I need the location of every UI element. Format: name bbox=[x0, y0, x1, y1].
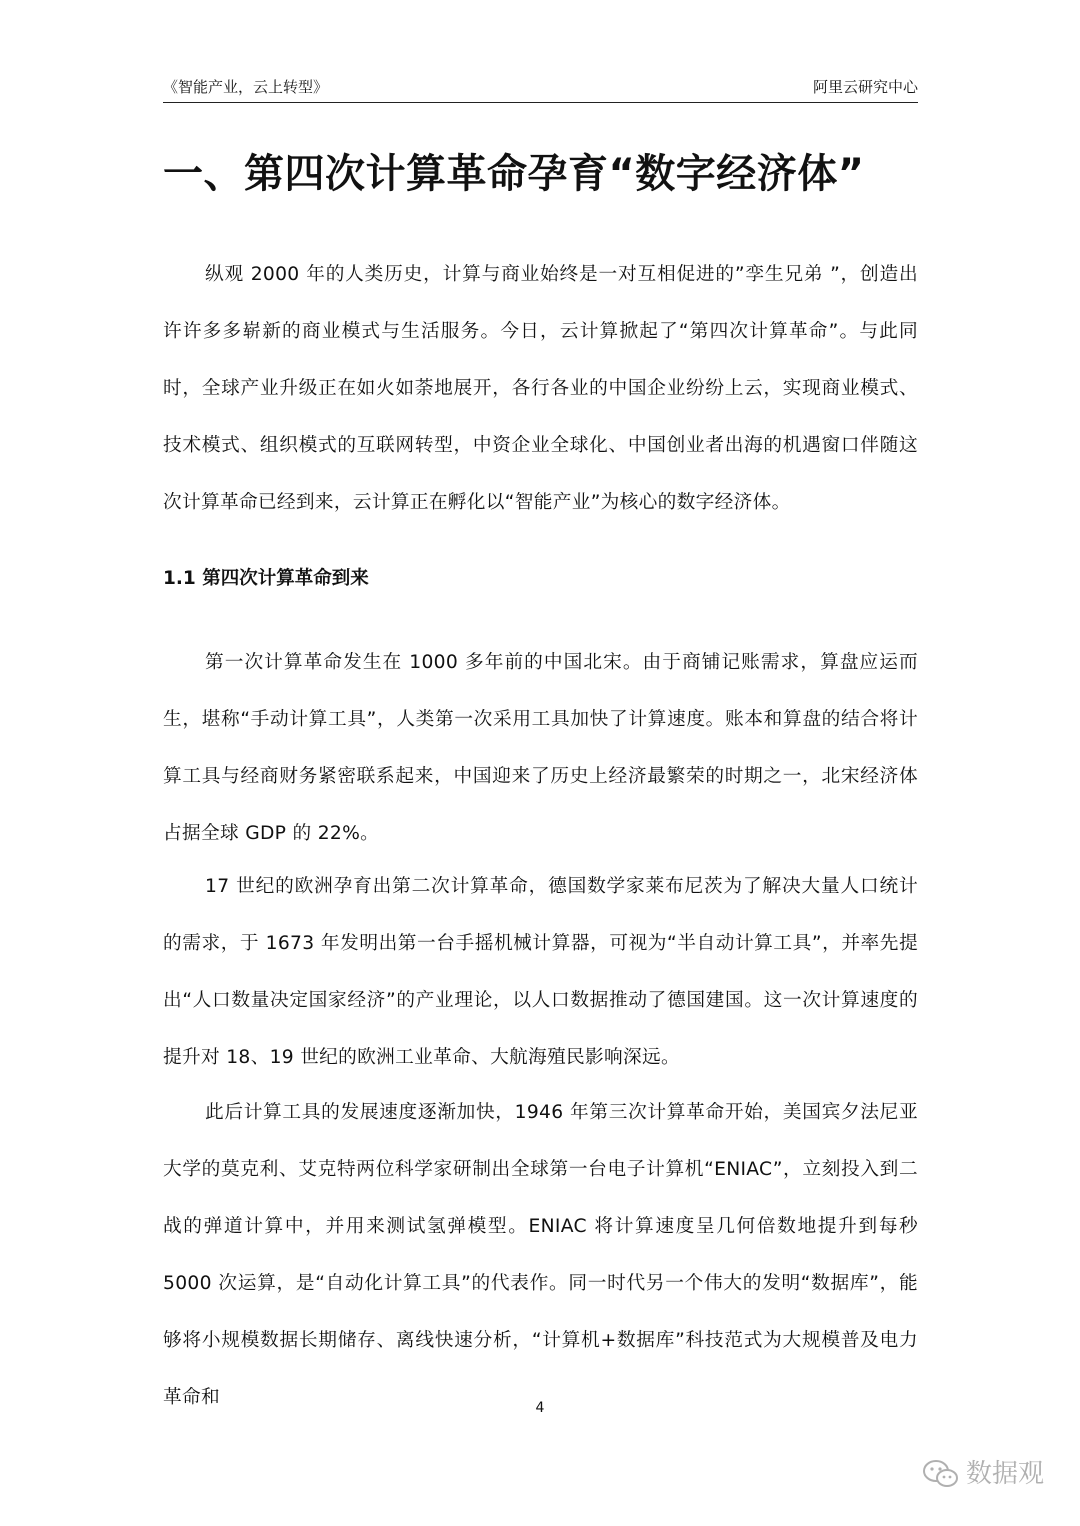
paragraph-second-revolution: 17 世纪的欧洲孕育出第二次计算革命，德国数学家莱布尼茨为了解决大量人口统计的需求，于 1673 年发明出第一台手摇机械计算器，可视为“半自动计算工具”，并率先提出“人口数量决定国家经济”的产业理论，以人口数据推动了德国建国。这一次计算速度的提升对 18、19 世纪的欧洲工业革命、大航海殖民影响深远。 bbox=[163, 876, 918, 1068]
paragraph-third-revolution: 此后计算工具的发展速度逐渐加快，1946 年第三次计算革命开始，美国宾夕法尼亚大学的莫克利、艾克特两位科学家研制出全球第一台电子计算机“ENIAC”，立刻投入到二战的弹道计算中，并用来测试氢弹模型。ENIAC 将计算速度呈几何倍数地提升到每秒 5000 次运算，是“自动化计算工具”的代表作。同一时代另一个伟大的发明“数据库”，能够将小规模数据长期储存、离线快速分析，“计算机+数据库”科技范式为大规模普及电力革命和 bbox=[163, 1102, 918, 1408]
watermark bbox=[922, 1452, 1044, 1496]
watermark-text: 数据观 bbox=[966, 1459, 1045, 1489]
page-header bbox=[163, 76, 918, 103]
section-heading: 1.1 第四次计算革命到来 bbox=[163, 568, 369, 589]
paragraph-first-revolution: 第一次计算革命发生在 1000 多年前的中国北宋。由于商铺记账需求，算盘应运而生，堪称“手动计算工具”，人类第一次采用工具加快了计算速度。账本和算盘的结合将计算工具与经商财务紧密联系起来，中国迎来了历史上经济最繁荣的时期之一，北宋经济体占据全球 GDP 的 22%。 bbox=[163, 652, 918, 844]
chapter-title: 一、第四次计算革命孕育“数字经济体” bbox=[163, 151, 865, 197]
paragraph-intro: 纵观 2000 年的人类历史，计算与商业始终是一对互相促进的”孪生兄弟 ”，创造出许许多多崭新的商业模式与生活服务。今日，云计算掀起了“第四次计算革命”。与此同时，全球产业升级正在如火如荼地展开，各行各业的中国企业纷纷上云，实现商业模式、技术模式、组织模式的互联网转型，中资企业全球化、中国创业者出海的机遇窗口伴随这次计算革命已经到来，云计算正在孵化以“智能产业”为核心的数字经济体。 bbox=[163, 264, 918, 513]
publisher-name: 阿里云研究中心 bbox=[812, 78, 918, 96]
wechat-logo-icon bbox=[922, 1458, 960, 1490]
page-number: 4 bbox=[535, 1400, 545, 1416]
document-title: 《智能产业，云上转型》 bbox=[163, 78, 329, 96]
